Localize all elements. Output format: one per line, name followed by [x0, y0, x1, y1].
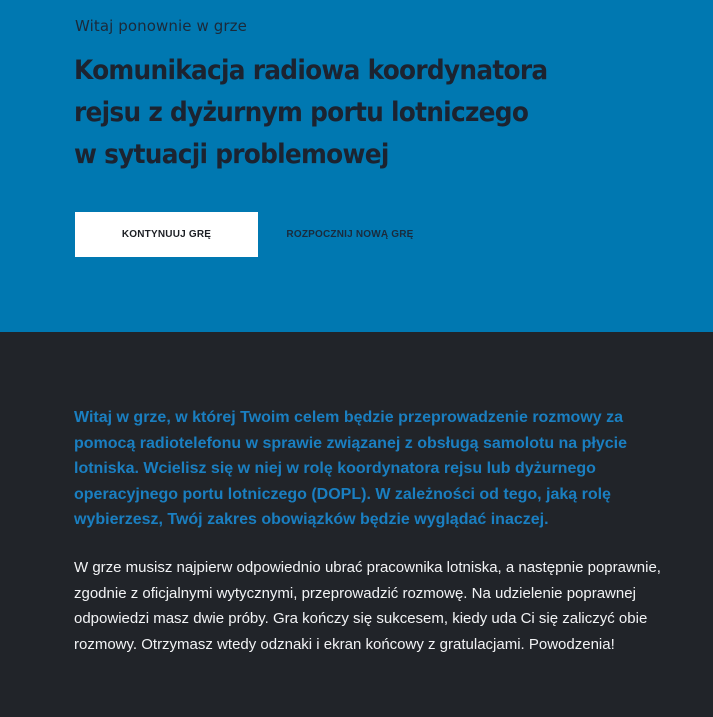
title-line: rejsu z dyżurnym portu lotniczego: [74, 97, 529, 128]
title-line: Komunikacja radiowa koordynatora: [74, 55, 548, 86]
title-line: w sytuacji problemowej: [74, 139, 389, 170]
welcome-back-label: Witaj ponownie w grze: [75, 17, 247, 35]
new-game-button[interactable]: ROZPOCZNIJ NOWĄ GRĘ: [275, 212, 425, 257]
intro-section: [0, 332, 713, 717]
intro-body-text: W grze musisz najpierw odpowiednio ubrać pracownika lotniska, a następnie poprawnie, zgodnie z oficjalnymi wytycznymi, przeprowadzić rozmowę. Na udzielenie poprawnej odpowiedzi masz dwie próby. Gra kończy się sukcesem, kiedy uda Ci się zaliczyć obie rozmowy. Otrzymasz wtedy odznaki i ekran końcowy z gratulacjami. Powodzenia!: [74, 559, 661, 653]
hero-section: [0, 0, 713, 332]
intro-lead-text: Witaj w grze, w której Twoim celem będzie przeprowadzenie rozmowy za pomocą radiotelefonu w sprawie związanej z obsługą samolotu na płycie lotniska. Wcielisz się w niej w rolę koordynatora rejsu lub dyżurnego operacyjnego portu lotniczego (DOPL). W zależności od tego, jaką rolę wybierzesz, Twój zakres obowiązków będzie wyglądać inaczej.: [74, 409, 628, 528]
page-title: [74, 50, 589, 176]
continue-game-button[interactable]: KONTYNUUJ GRĘ: [75, 212, 258, 257]
